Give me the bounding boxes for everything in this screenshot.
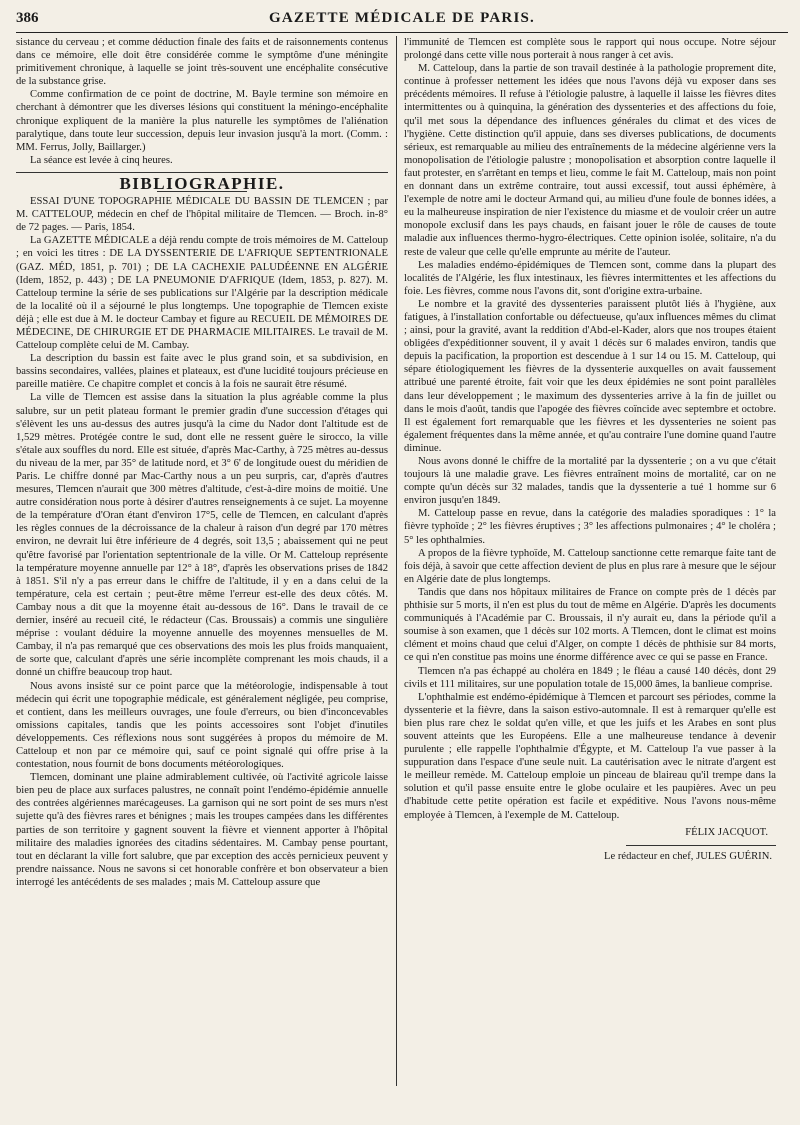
paragraph: La séance est levée à cinq heures. bbox=[30, 154, 173, 166]
page-number: 386 bbox=[16, 10, 39, 26]
paragraph: La GAZETTE MÉDICALE a déjà rendu compte de trois mémoires de M. Catteloup ; en voici les titres : DE LA DYSSENTERIE DE L'AFRIQUE SEPTENTRIONALE (GAZ. MÉD, 1851, p. 701) ; DE LA CACHEXIE PALUDÉENNE EN ALGÉRIE (Idem, 1852, p. 443) ; DE LA PNEUMONIE D'AFRIQUE (Idem, 1853, p. 827). M. Catteloup termine la série de ses publications sur l'Algérie par la description médicale de la localité où il a séjourné le plus longtemps. Une topographie de Tlemcen existe déjà ; elle est due à M. le docteur Cambay et figure au RECUEIL DE MÉMOIRES DE MÉDECINE, DE CHIRURGIE ET DE PHARMACIE MILITAIRES. Le travail de M. Catteloup complète celui de M. Cambay. bbox=[16, 235, 388, 352]
paragraph: Nous avons insisté sur ce point parce que la météorologie, indispensable à tout médecin qui écrit une topographie médicale, est généralement négligée, peu comprise, et contient, dans les meilleurs ouvrages, une foule d'erreurs, ou bien d'inconcevables omissions capitales, tandis que les points accessoires sont l'objet d'inutiles développements. Ces réflexions nous sont suggérées à propos du mémoire de M. Catteloup et non par ce mémoire qui, sauf ce point signalé qui offre prise à la contestation, nous fournit de bons documents météorologiques. bbox=[16, 680, 388, 771]
right-column bbox=[404, 36, 776, 1086]
paragraph: L'ophthalmie est endémo-épidémique à Tlemcen et parcourt ses périodes, comme la dyssenterie et la fièvre, dans la saison estivo-automnale. Il est à remarquer qu'elle est bien plus rare chez le soldat qu'en ville, et que les juifs et les Arabes en sont plus souvent atteints que les Européens. Elle a une malheureuse tendance à devenir purulente ; elle rappelle l'ophthalmie d'Égypte, et M. Catteloup l'a vue passer à la suppuration dans l'espace d'une seule nuit. La cautérisation avec le nitrate d'argent est le meilleur remède. M. Catteloup emploie un pinceau de blaireau qu'il trempe dans la solution et qu'il passe ensuite entre le globe oculaire et les paupières. Avec un peu d'habitude cette petite opération est facile et expéditive. Nous l'avons nous-même employée à Tlemcen, à l'exemple de M. Catteloup. bbox=[404, 691, 776, 821]
editor-line: Le rédacteur en chef, JULES GUÉRIN. bbox=[604, 850, 772, 862]
paragraph: M. Catteloup, dans la partie de son travail destinée à la pathologie proprement dite, continue à professer nettement les idées que nous l'avons déjà vu exposer dans ses précédents mémoires. Il refuse à l'étiologie palustre, à laquelle il laisse les fièvres dites intermittentes ou à quinquina, la génération des dyssenteries et des affections du foie, qu'il met sous la dépendance des influences générales du climat et des vices de l'hygiène. Cette distinction qu'il appuie, dans ses diverses publications, de documents sérieux, est remarquable au milieu des entraînements de la médecine algérienne vers la monopolisation de l'étiologie palustre ; monopolisation et absorption contre laquelle il faut protester, en s'arrêtant en temps et lieu, comme le fait M. Catteloup, mais non point en donnant dans un extrême contraire, tout aussi excessif, tout aussi éphémère, à l'exemple de notre ami le docteur Armand qui, au milieu d'une foule de bonnes idées, a eu la malheureuse inspiration de nier l'existence du miasme et de vouloir créer un autre monopole exclusif dans les pays chauds, en faisant jouer le rôle de causes de toute maladie aux influences thermo-hygro-électriques. Cette opinion isolée, solitaire, n'a du reste de valeur que celle qu'elle emprunte au mérite de l'auteur. bbox=[404, 63, 776, 258]
author-signature: FÉLIX JACQUOT. bbox=[685, 826, 768, 838]
paragraph: Les maladies endémo-épidémiques de Tlemcen sont, comme dans la plupart des localités de l'Algérie, les flux intestinaux, les fièvres intermittentes et les affections du foie. Les fièvres, comme nous l'avons dit, sont d'origine extra-urbaine. bbox=[404, 259, 776, 297]
newspaper-page bbox=[16, 8, 788, 1118]
paragraph: Tandis que dans nos hôpitaux militaires de France on compte près de 1 décès par phthisie sur 5 morts, il n'en est plus du tout de même en Algérie. D'après les documents communiqués à l'Académie par C. Broussais, il n'y aurait eu, dans la période qu'il a soumise à son examen, que 1 décès sur 102 morts. A Tlemcen, dont le climat est moins clément et moins chaud que celui d'Alger, on compte 1 décès de phthisie sur 84 morts, ce qui n'en constitue pas moins une énorme différence avec ce qui se passe en France. bbox=[404, 586, 776, 664]
footer-rule bbox=[626, 845, 776, 846]
paragraph: sistance du cerveau ; et comme déduction finale des faits et de raisonnements contenus dans ce mémoire, elle doit être considérée comme le symptôme d'une méningite primitivement chronique, à laquelle se joint très-souvent une encéphalite consécutive de la substance grise. bbox=[16, 37, 388, 88]
page-header bbox=[16, 8, 788, 33]
left-column bbox=[16, 36, 388, 1086]
column-divider bbox=[396, 36, 397, 1086]
paragraph: Nous avons donné le chiffre de la mortalité par la dyssenterie ; on a vu que c'était toujours là une maladie grave. Les fièvres entraînent moins de mortalité, car on ne compte qu'un décès sur 32 malades, tandis que la dyssenterie a tué 1 homme sur 6 environ jusqu'en 1849. bbox=[404, 456, 776, 507]
paragraph: M. Catteloup passe en revue, dans la catégorie des maladies sporadiques : 1° la fièvre typhoïde ; 2° les fièvres éruptives ; 3° les affections pulmonaires ; 4° le choléra ; 5° les ophthalmies. bbox=[404, 508, 776, 546]
paragraph: La ville de Tlemcen est assise dans la situation la plus agréable comme la plus salubre, sur un petit plateau formant le premier gradin d'une succession d'étages qui s'élèvent les uns au-dessus des autres jusqu'à la cime du Nador dont l'altitude est de 1,529 mètres. Protégée contre le sud, dont elle ne ressent guère le sirocco, la ville s'étale aux souffles du nord. Elle est située, d'après Mac-Carthy, à 725 mètres au-dessus du niveau de la mer, par 35° de latitude nord, et 3° 6' de longitude ouest du méridien de Paris. Le chiffre donné par Mac-Carthy nous a un peu surpris, car, d'après d'autres mesures, Tlemcen n'aurait que 300 mètres d'altitude, c'est-à-dire moins de moitié. Une autre considération nous porte à désirer d'autres renseignements à ce sujet. La moyenne de la température d'Oran étant d'environ 17°5, celle de Tlemcen, en calculant d'après les règles connues de la décroissance de la chaleur à raison d'un degré par 170 mètres environ, ne devrait lui être inférieure de 4 degrés, soit 13,5 ; abaissement qui ne peut qu'être favorisé par l'orientation septentrionale de la ville. Or M. Catteloup représente la température moyenne annuelle par 12° à 18°, d'après les observations prises de 1842 à 1851. S'il n'y a pas erreur dans le chiffre de l'altitude, il y en a dans celui de la température, cela est certain ; peut-être même l'erreur est-elle des deux côtés. M. Cambay nous a dit que la moyenne était au-dessous de 16°. Dans le travail de ce dernier, inséré au recueil cité, le rédacteur (Cas. Broussais) a commis une singulière méprise : voulant déduire la moyenne annuelle des moyennes mensuelles de M. Cambay, il n'a pas remarqué que ces observations des mois les plus froids manquaient, de sorte que, calculant d'après une série incomplète comprenant les mois chauds, il a donné un chiffre beaucoup trop haut. bbox=[16, 392, 388, 679]
paragraph: La description du bassin est faite avec le plus grand soin, et sa subdivision, en bassins secondaires, vallées, plaines et plateaux, est d'une lucidité toujours précieuse en pareille matière. Ce chapitre complet et concis à la fois ne saurait être résumé. bbox=[16, 353, 388, 391]
paragraph: A propos de la fièvre typhoïde, M. Catteloup sanctionne cette remarque faite tant de fois déjà, à savoir que cette affection devient de plus en plus rare à mesure que le séjour en Algérie date de plus longtemps. bbox=[404, 547, 776, 585]
paragraph: Tlemcen, dominant une plaine admirablement cultivée, où l'activité agricole laisse bien peu de place aux surfaces palustres, ne connaît point l'endémo-épidémie annuelle des contrées algériennes marécageuses. La garnison qui ne sort point de ses murs n'est sujette qu'à des fièvres rares et bénignes ; mais les troupes campées dans les différentes parties de son territoire y gagnent souvent la fièvre et viennent apporter à l'hôpital militaire des maladies ignorées des citadins sédentaires. M. Cambay pense pourtant, tout en déclarant la ville fort salubre, que par exception des accès pernicieux peuvent y prendre naissance. Nous ne savons si cet honorable confrère et bon observateur a bien interrogé les antécédents de ses malades ; mais M. Catteloup assure que bbox=[16, 772, 388, 888]
paragraph: Comme confirmation de ce point de doctrine, M. Bayle termine son mémoire en cherchant à démontrer que les diverses lésions qui constituent la méningo-encéphalite chronique expliquent de la manière la plus naturelle les symptômes de l'aliénation paralytique, dans toute leur succession, depuis leur invasion jusqu'à la mort. (Comm. : MM. Ferrus, Jolly, Baillarger.) bbox=[16, 89, 388, 153]
paragraph: Tlemcen n'a pas échappé au choléra en 1849 ; le fléau a causé 140 décès, dont 29 civils et 111 militaires, sur une population totale de 15,000 âmes, la banlieue comprise. bbox=[404, 665, 776, 690]
section-title: BIBLIOGRAPHIE. bbox=[119, 173, 285, 193]
journal-title: GAZETTE MÉDICALE DE PARIS. bbox=[269, 10, 535, 26]
section-divider bbox=[16, 172, 388, 173]
bibliography-entry: ESSAI D'UNE TOPOGRAPHIE MÉDICALE DU BASSIN DE TLEMCEN ; par M. CATTELOUP, médecin en chef de l'hôpital militaire de Tlemcen. — Broch. in-8° de 72 pages. — Paris, 1854. bbox=[16, 196, 388, 234]
paragraph: l'immunité de Tlemcen est complète sous le rapport qui nous occupe. Notre séjour prolongé dans cette ville nous porterait à nous ranger à cet avis. bbox=[404, 37, 776, 62]
paragraph: Le nombre et la gravité des dyssenteries paraissent plutôt liés à l'hygiène, aux fatigues, à l'installation confortable ou défectueuse, qu'aux influences mêmes du climat ; ainsi, pour la gravité, avant la reddition d'Abd-el-Kader, alors que nos troupes étaient obligées d'expéditionner souvent, il y avait 1 décès sur 6 malades environ, tandis que depuis la pacification, la proportion est descendue à 1 sur 14 ou 15. M. Catteloup, qui sépare étiologiquement les fièvres de la dyssenterie auxquelles on avait faussement attribué une parenté étroite, fait voir que les deux épidémies ne sont point parallèles dans leur développement ; le maximum des dyssenteries arrive à la fin de juillet ou dans le mois d'août, tandis que l'apogée des fièvres coïncide avec septembre et octobre. Il est également fort remarquable que les fièvres et les dyssenteries ne soient pas également fréquentes dans la même année, et qu'au contraire l'une domine quand l'autre diminue. bbox=[404, 298, 776, 454]
